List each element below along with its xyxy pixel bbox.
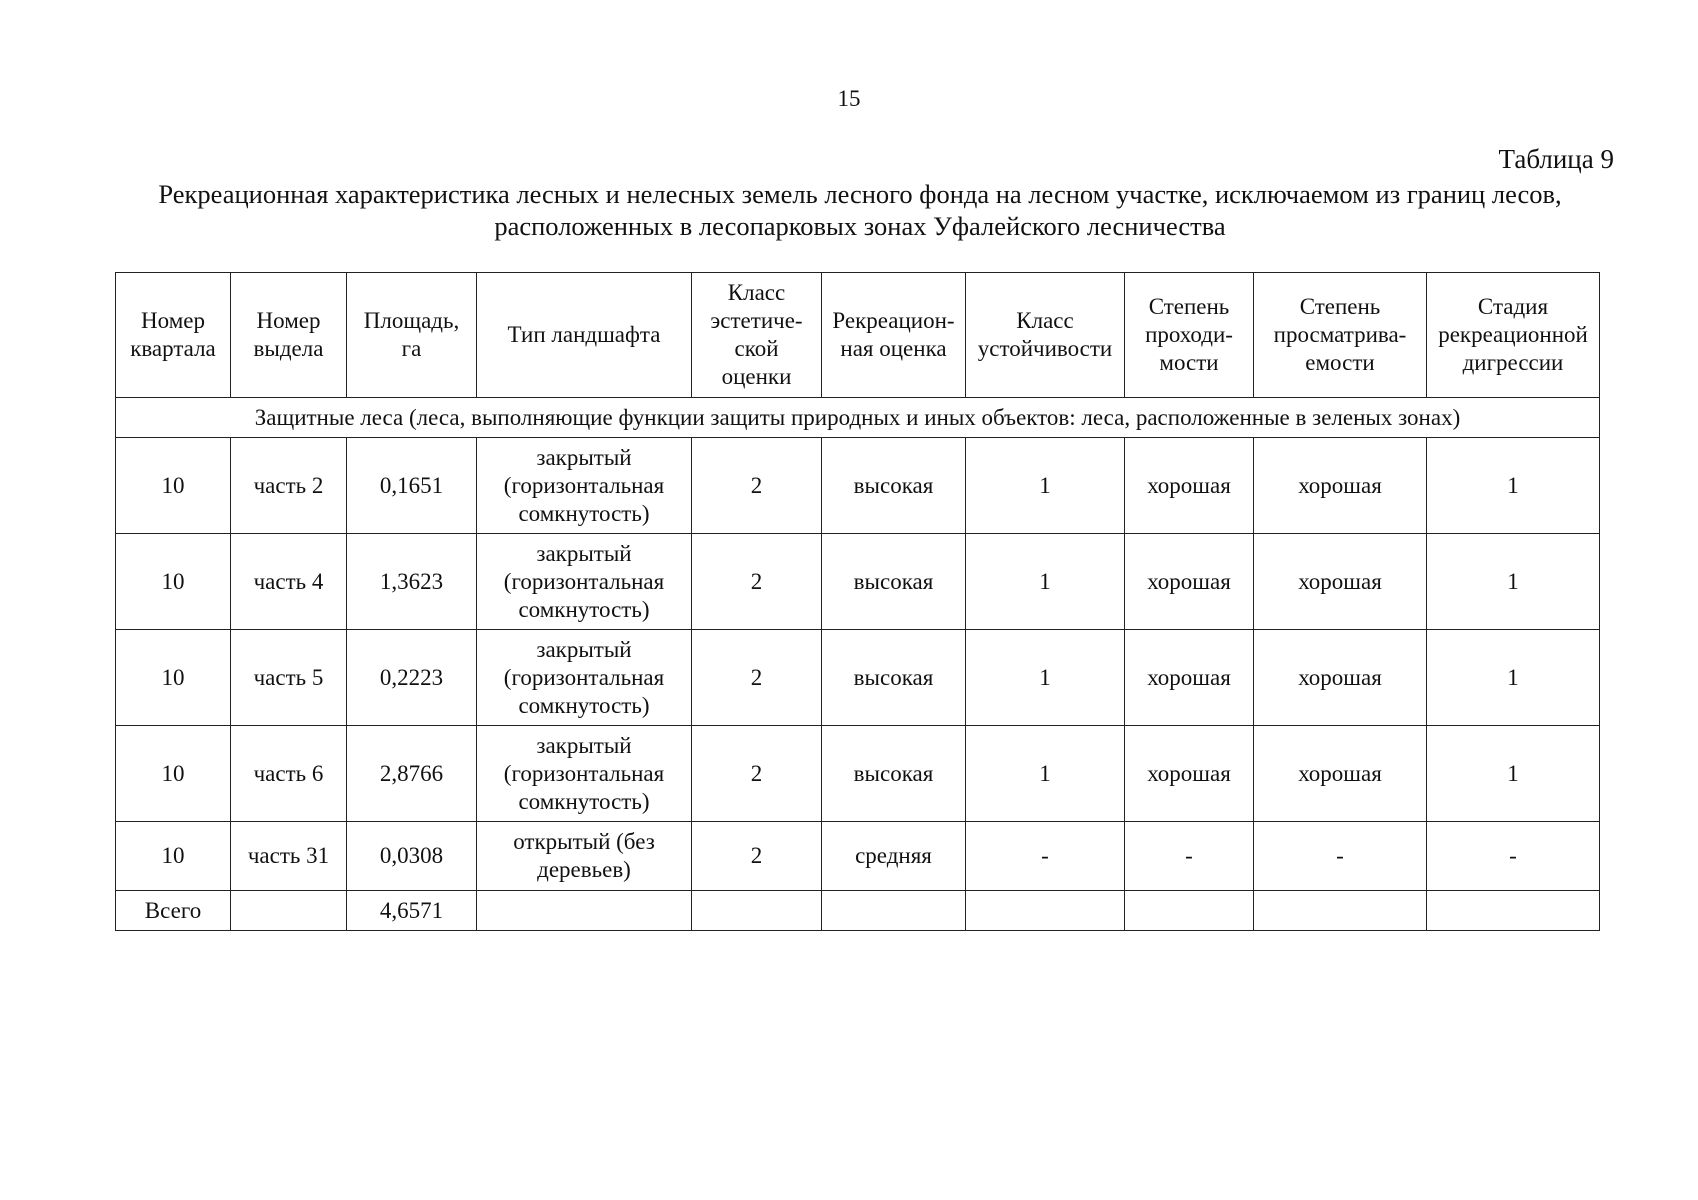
cell-visibility: хорошая	[1254, 630, 1427, 726]
header-row	[116, 273, 1600, 398]
cell-passability: хорошая	[1125, 534, 1254, 630]
empty-cell	[692, 891, 822, 931]
cell-visibility: -	[1254, 822, 1427, 891]
cell-stability: 1	[966, 534, 1125, 630]
cell-landscape: закрытый (горизонтальная сомкнутость)	[477, 438, 692, 534]
cell-area: 2,8766	[347, 726, 477, 822]
table-row	[116, 822, 1600, 891]
cell-landscape: закрытый (горизонтальная сомкнутость)	[477, 630, 692, 726]
cell-passability: хорошая	[1125, 630, 1254, 726]
cell-recreation: средняя	[822, 822, 966, 891]
cell-recreation: высокая	[822, 630, 966, 726]
cell-vydel: часть 31	[231, 822, 347, 891]
total-area: 4,6571	[347, 891, 477, 931]
cell-aesthetic: 2	[692, 822, 822, 891]
header-cell: Стадия рекреационной дигрессии	[1427, 273, 1600, 398]
total-label: Всего	[116, 891, 231, 931]
cell-digression: 1	[1427, 438, 1600, 534]
header-cell: Тип ландшафта	[477, 273, 692, 398]
recreation-table	[115, 272, 1600, 931]
header-cell: Рекреацион- ная оценка	[822, 273, 966, 398]
empty-cell	[1254, 891, 1427, 931]
cell-digression: 1	[1427, 630, 1600, 726]
table-row	[116, 534, 1600, 630]
cell-vydel: часть 2	[231, 438, 347, 534]
cell-passability: -	[1125, 822, 1254, 891]
cell-kvartal: 10	[116, 822, 231, 891]
cell-recreation: высокая	[822, 438, 966, 534]
section-title: Защитные леса (леса, выполняющие функции защиты природных и иных объектов: леса, расположенные в зеленых зонах)	[116, 398, 1600, 438]
cell-passability: хорошая	[1125, 726, 1254, 822]
page-number: 15	[837, 86, 861, 111]
cell-recreation: высокая	[822, 726, 966, 822]
title-line: расположенных в лесопарковых зонах Уфалейского лесничества	[494, 211, 1226, 241]
empty-cell	[231, 891, 347, 931]
header-cell: Площадь, га	[347, 273, 477, 398]
cell-recreation: высокая	[822, 534, 966, 630]
section-row	[116, 398, 1600, 438]
empty-cell	[966, 891, 1125, 931]
header-cell: Номер квартала	[116, 273, 231, 398]
total-row	[116, 891, 1600, 931]
table-row	[116, 726, 1600, 822]
cell-aesthetic: 2	[692, 630, 822, 726]
cell-digression: 1	[1427, 726, 1600, 822]
cell-passability: хорошая	[1125, 438, 1254, 534]
cell-landscape: открытый (без деревьев)	[477, 822, 692, 891]
empty-cell	[1427, 891, 1600, 931]
cell-kvartal: 10	[116, 630, 231, 726]
cell-stability: -	[966, 822, 1125, 891]
cell-visibility: хорошая	[1254, 438, 1427, 534]
cell-aesthetic: 2	[692, 534, 822, 630]
table-title	[90, 178, 1630, 242]
header-cell: Степень просматрива- емости	[1254, 273, 1427, 398]
empty-cell	[477, 891, 692, 931]
cell-landscape: закрытый (горизонтальная сомкнутость)	[477, 726, 692, 822]
cell-kvartal: 10	[116, 726, 231, 822]
empty-cell	[822, 891, 966, 931]
cell-vydel: часть 5	[231, 630, 347, 726]
title-line: Рекреационная характеристика лесных и нелесных земель лесного фонда на лесном участке, исключаемом из границ лесов,	[158, 179, 1562, 209]
cell-area: 0,0308	[347, 822, 477, 891]
cell-vydel: часть 6	[231, 726, 347, 822]
cell-digression: -	[1427, 822, 1600, 891]
cell-landscape: закрытый (горизонтальная сомкнутость)	[477, 534, 692, 630]
header-cell: Класс устойчивости	[966, 273, 1125, 398]
cell-aesthetic: 2	[692, 726, 822, 822]
header-cell: Степень проходи- мости	[1125, 273, 1254, 398]
cell-area: 1,3623	[347, 534, 477, 630]
header-cell: Номер выдела	[231, 273, 347, 398]
table-row	[116, 630, 1600, 726]
cell-visibility: хорошая	[1254, 726, 1427, 822]
table-label: Таблица 9	[1498, 144, 1614, 174]
empty-cell	[1125, 891, 1254, 931]
cell-stability: 1	[966, 630, 1125, 726]
table-row	[116, 438, 1600, 534]
cell-kvartal: 10	[116, 438, 231, 534]
cell-area: 0,1651	[347, 438, 477, 534]
cell-stability: 1	[966, 726, 1125, 822]
cell-aesthetic: 2	[692, 438, 822, 534]
cell-area: 0,2223	[347, 630, 477, 726]
cell-vydel: часть 4	[231, 534, 347, 630]
cell-kvartal: 10	[116, 534, 231, 630]
cell-stability: 1	[966, 438, 1125, 534]
cell-visibility: хорошая	[1254, 534, 1427, 630]
cell-digression: 1	[1427, 534, 1600, 630]
header-cell: Класс эстетиче- ской оценки	[692, 273, 822, 398]
